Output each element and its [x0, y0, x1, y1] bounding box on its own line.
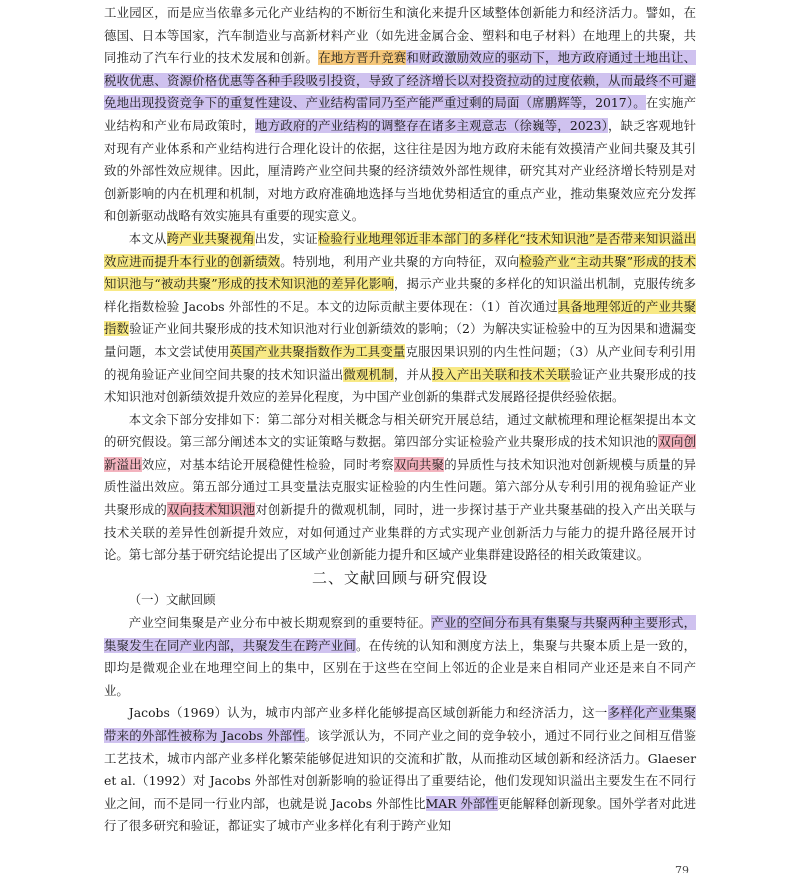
section-heading: 二、文献回顾与研究假设	[311, 568, 488, 587]
text-run: Jacobs（1969）认为，城市内部产业多样化能够提高区域创新能力和经济活力，这一	[128, 705, 608, 721]
text-run: 验证产业间共聚形成的技术知识池对行业创新绩效的影响；（2）为解决实证检验中的互为因果和遗漏变量问题，本文尝试使用	[104, 321, 697, 359]
paragraph-3	[104, 409, 696, 567]
highlight-red: 双向共聚	[393, 456, 445, 472]
highlight-red: 双向创新溢出	[104, 434, 697, 472]
paragraph-1	[104, 2, 696, 228]
text-run: 克服因果识别的内生性问题；（3）从产业间专利引用的视角验证产业间空间共聚的技术知识溢出	[104, 343, 697, 382]
highlight-yellow: 微观机制	[343, 366, 394, 382]
text-column	[104, 2, 696, 838]
highlight-yellow: 检验行业地理邻近非本部门的多样化“技术知识池”是否带来知识溢出效应进而提升本行业的创新绩效	[104, 230, 697, 269]
text-run: 本文余下部分安排如下：第二部分对相关概念与相关研究开展总结，通过文献梳理和理论框架提出本文的研究假设。第三部分阐述本文的实证策略与数据。第四部分实证检验产业共聚形成的技术知识池的	[104, 411, 696, 450]
text-run: ，缺乏客观地针对现有产业体系和产业结构进行合理化设计的依据，这往往是因为地方政府未能有效摸清产业间共聚及其引致的外部性效应规律。因此，厘清跨产业空间共聚的经济绩效外部性规律，研究其对产业经济增长特别是对创新影响的内在机理和机制，对地方政府准确地选择与当地优势相适宜的重点产业，推动集聚效应充分发挥和创新驱动战略有效实施具有重要的现实意义。	[104, 117, 696, 224]
text-run: 效应，对基本结论开展稳健性检验，同时考察	[141, 456, 394, 472]
text-run: 的异质性与技术知识池对创新规模与质量的异质性溢出效应。第五部分通过工具变量法克服实证检验的内生性问题。第六部分从专利引用的视角验证产业共聚形成的	[104, 456, 697, 518]
text-run: 更能解释创新现象。国外学者对此进行了很多研究和验证，都证实了城市产业多样化有利于跨产业知	[104, 795, 697, 834]
text-run: 。该学派认为，不同产业之间的竞争较小，通过不同行业之间相互借鉴工艺技术，城市内部产业多样化繁荣能够促进知识的交流和扩散，从而推动区域创新和经济活力。Glaeser et al.（1992）对 Jacobs 外部性对创新影响的验证得出了重要结论，他们发现知识溢出主要发生在不同行业之间，而不是同一行业内部，也就是说 Jacobs 外部性比	[104, 728, 697, 811]
text-run: 在实施产业结构和产业布局政策时，	[104, 95, 696, 133]
highlight-purple: 和财政激励效应的驱动下，地方政府通过土地出让、税收优惠、资源价格优惠等各种手段吸引投资，导致了经济增长以对投资拉动的过度依赖，从而最终不可避免地出现投资竞争下的重复性建设、产业结构雷同乃至产能严重过剩的局面（席鹏辉等，2017）。	[104, 50, 697, 111]
highlight-yellow: 英国产业共聚指数作为工具变量	[229, 343, 406, 359]
paragraph-4	[104, 612, 696, 702]
paragraph-5	[104, 702, 696, 838]
text-run: 产业空间集聚是产业分布中被长期观察到的重要特征。	[128, 615, 432, 631]
text-run: 。特别地，利用产业共聚的方向特征，双向	[280, 253, 520, 269]
highlight-yellow: 具备地理邻近的产业共聚指数	[104, 298, 697, 337]
text-run: 工业园区，而是应当依靠多元化产业结构的不断衍生和演化来提升区域整体创新能力和经济活力。譬如，在德国、日本等国家，汽车制造业与高新材料产业（如先进金属合金、塑料和电子材料）在地理上的共聚，共同推动了汽车行业的技术发展和创新。	[104, 5, 696, 66]
text-run: 。在传统的认知和测度方法上，集聚与共聚本质上是一致的，即均是微观企业在地理空间上的集中，区别在于这些在空间上邻近的企业是来自相同产业还是来自不同产业。	[104, 637, 697, 698]
highlight-yellow: 投入产出关联和技术关联	[431, 366, 571, 382]
highlight-yellow: 跨产业共聚视角	[166, 230, 255, 246]
highlight-purple: 产业的空间分布具有集聚与共聚两种主要形式，集聚发生在同产业内部，共聚发生在跨产业间	[104, 615, 696, 653]
text-run: ，并从	[393, 366, 432, 382]
page-number: 79	[675, 864, 689, 873]
highlight-purple: 地方政府的产业结构的调整存在诸多主观意志（徐巍等，2023）	[255, 117, 609, 133]
text-run: 验证产业共聚形成的技术知识池对创新绩效提升效应的差异化程度，为中国产业创新的集群式发展路径提供经验依据。	[104, 366, 697, 405]
highlight-red: 双向技术知识池	[167, 502, 256, 518]
text-run: 对创新提升的微观机制，同时，进一步探讨基于产业共聚基础的投入产出关联与技术关联的差异性创新提升效应，对如何通过产业集群的方式实现产业创新活力与能力的提升路径展开讨论。第七部分基于研究结论提出了区域产业创新能力提升和区域产业集群建设路径的相关政策建议。	[104, 502, 697, 563]
paragraph-2	[104, 228, 696, 409]
highlight-purple: MAR 外部性	[425, 795, 498, 811]
highlight-orange: 在地方晋升竞赛	[318, 50, 407, 66]
highlight-purple: 多样化产业集聚带来的外部性被称为 Jacobs 外部性	[104, 705, 697, 743]
text-run: ，揭示产业共聚的多样化的知识溢出机制，克服传统多样化指数检验 Jacobs 外部性的不足。本文的边际贡献主要体现在：（1）首次通过	[104, 276, 697, 314]
text-run: 本文从	[128, 230, 167, 246]
highlight-yellow: 检验产业“主动共聚”形成的技术知识池与“被动共聚”形成的技术知识池的差异化影响	[104, 253, 697, 292]
subsection-heading: （一）文献回顾	[128, 592, 216, 608]
text-run: 出发，实证	[254, 230, 318, 246]
